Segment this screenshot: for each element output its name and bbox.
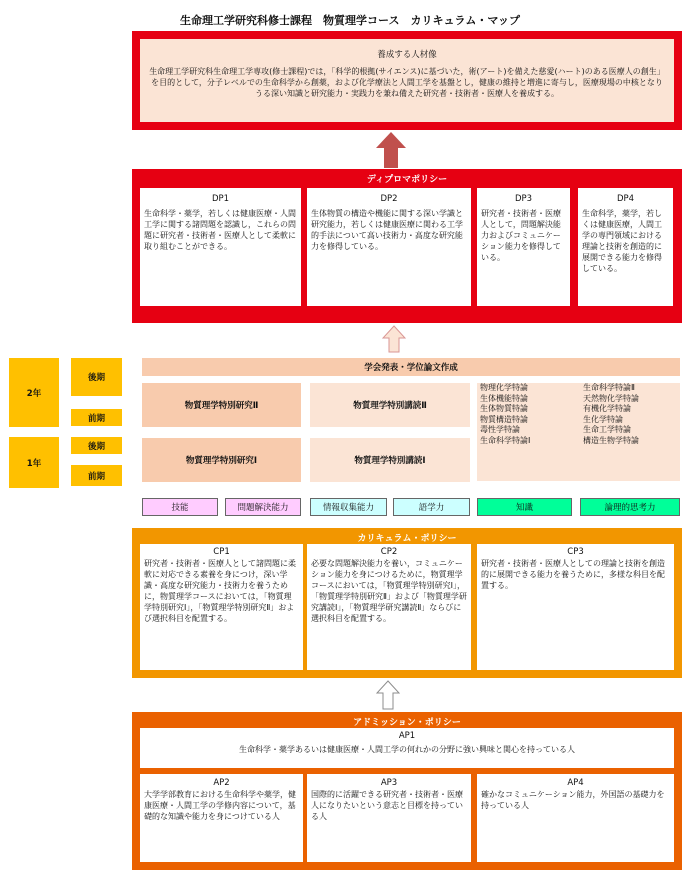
ap3-box — [307, 774, 471, 862]
arrow-up-icon — [382, 325, 406, 353]
thesis-bar: 学会発表・学位論文作成 — [142, 358, 680, 376]
talent-box — [140, 39, 674, 122]
cp3-text: 研究者・技術者・医療人としての理論と技術を創造的に展開できる能力を養うために，多様な科目を配置する。 — [481, 559, 665, 590]
dp-frame — [132, 169, 682, 323]
skill-logical-thinking: 論理的思考力 — [580, 498, 680, 516]
talent-title: 養成する人材像 — [377, 50, 437, 60]
ap-frame — [132, 712, 682, 870]
cp3-label: CP3 — [567, 547, 584, 557]
ap3-label: AP3 — [380, 778, 398, 788]
subject-item: 毒性学特論 — [480, 425, 520, 434]
arrow-up-icon — [376, 132, 406, 168]
dp1-label: DP1 — [211, 194, 230, 204]
ap4-box — [477, 774, 674, 862]
skill-technique: 技能 — [142, 498, 218, 516]
subject-item: 生体機能特論 — [480, 393, 528, 403]
course-research-1: 物質理学特別研究Ⅰ — [142, 438, 301, 482]
subject-item: 生命工学特論 — [583, 425, 631, 434]
course-research-2: 物質理学特別研究Ⅱ — [142, 383, 301, 427]
dp2-label: DP2 — [380, 194, 398, 204]
dp-header: ディプロマポリシー — [366, 175, 448, 185]
subject-item: 構造生物学特論 — [583, 435, 639, 445]
course-lecture-2: 物質理学特別講読Ⅱ — [310, 383, 470, 427]
cp3-box — [477, 544, 674, 670]
subject-item: 生命科学特論Ⅰ — [480, 435, 531, 445]
elective-box — [477, 383, 680, 481]
dp2-box — [307, 188, 471, 306]
semester-later-y1: 後期 — [71, 437, 122, 454]
subject-item: 物質構造特論 — [480, 414, 528, 424]
dp4-label: DP4 — [616, 194, 635, 204]
subject-list-right — [583, 383, 680, 446]
page-title: 生命理工学研究科修士課程 物質理学コース カリキュラム・マップ — [180, 14, 520, 27]
subject-item: 生体物質特論 — [480, 404, 528, 413]
subject-item: 生化学特論 — [583, 414, 623, 424]
subject-item: 物理化学特論 — [480, 383, 528, 392]
dp1-text: 生命科学・薬学，若しくは健康医療・人間工学に関する諸問題を認識し，これらの問題に研究者・技術者・医療人として柔軟に取り組むことができる。 — [144, 209, 296, 251]
subject-item: 天然物化学特論 — [583, 393, 639, 403]
ap2-label: AP2 — [213, 778, 230, 788]
dp1-box — [140, 188, 301, 306]
semester-earlier-y1: 前期 — [71, 465, 122, 486]
dp3-text: 研究者・技術者・医療人として，問題解決能力およびコミュニケーション能力を修得している。 — [481, 209, 561, 262]
dp3-box — [477, 188, 570, 306]
skill-problem-solving: 問題解決能力 — [225, 498, 301, 516]
skill-knowledge: 知識 — [477, 498, 572, 516]
year-1-label: 1年 — [9, 437, 59, 488]
ap1-box — [140, 728, 674, 768]
semester-later-y2: 後期 — [71, 358, 122, 396]
ap2-text: 大学学部教育における生命科学や薬学，健康医療・人間工学の学修内容について，基礎的な知識や能力を身につけている人 — [144, 790, 296, 821]
dp4-box — [578, 188, 673, 306]
dp3-label: DP3 — [514, 194, 533, 204]
ap4-text: 確かなコミュニケーション能力，外国語の基礎力を持っている人 — [481, 790, 665, 810]
arrow-up-icon — [376, 680, 400, 710]
ap3-text: 国際的に活躍できる研究者・技術者・医療人になりたいという意志と目標を持っている人 — [311, 790, 463, 821]
cp2-label: CP2 — [380, 547, 398, 557]
cp-header: カリキュラム・ポリシー — [357, 534, 457, 544]
ap2-box — [140, 774, 303, 862]
year-2-label: 2年 — [9, 358, 59, 427]
skill-language: 語学力 — [393, 498, 470, 516]
dp2-text: 生体物質の構造や機能に関する深い学識と研究能力，若しくは健康医療に関わる工学的手法について高い技術力・高度な研究能力を修得している。 — [311, 209, 463, 251]
cp1-text: 研究者・技術者・医療人として諸問題に柔軟に対応できる素養を身につけ，深い学識・高度な研究能力・技術力を養うために，物質理学コースにおいては，「物質理学特別研究Ⅰ」，「物質理学特別研究Ⅱ」および選択科目を配置する。 — [144, 559, 296, 623]
semester-earlier-y2: 前期 — [71, 409, 122, 426]
talent-text: 生命理工学研究科生命理工学専攻(修士課程)では，「科学的根拠(サイエンス)に基づいた，術(アート)を備えた慈愛(ハート)のある医療人の創生」を目的として，分子レベルでの生命科学から創薬，および化学療法と人間工学を基盤とし，健康の維持と増進に寄与し，医療現場の中核となりうる深い知識と研究能力・実践力を兼ね備えた研究者・技術者・医療人を養成する。 — [149, 67, 665, 98]
cp1-box — [140, 544, 303, 670]
ap4-label: AP4 — [567, 778, 584, 788]
ap-header: アドミッション・ポリシー — [353, 718, 461, 728]
ap1-text: 生命科学・薬学あるいは健康医療・人間工学の何れかの分野に強い興味と関心を持っている人 — [239, 745, 575, 754]
cp2-box — [307, 544, 471, 670]
cp-frame — [132, 528, 682, 678]
dp4-text: 生命科学，薬学，若しくは健康医療，人間工学の専門領域における理論と技術を創造的に展開できる能力を修得している。 — [582, 209, 662, 273]
subject-item: 生命科学特論Ⅱ — [583, 383, 635, 392]
course-lecture-1: 物質理学特別講読Ⅰ — [310, 438, 470, 482]
skill-information: 情報収集能力 — [310, 498, 387, 516]
talent-frame — [132, 31, 682, 130]
subject-list-left — [480, 383, 580, 446]
cp1-label: CP1 — [213, 547, 230, 557]
ap1-label: AP1 — [398, 731, 416, 741]
subject-item: 有機化学特論 — [583, 404, 631, 413]
cp2-text: 必要な問題解決能力を養い，コミュニケーション能力を身につけるために，物質理学コースにおいては，「物質理学特別研究Ⅰ」，「物質理学特別研究Ⅱ」および「物質理学研究講読Ⅰ」，「物質理学研究講読Ⅱ」ならびに選択科目を配置する。 — [311, 559, 467, 623]
